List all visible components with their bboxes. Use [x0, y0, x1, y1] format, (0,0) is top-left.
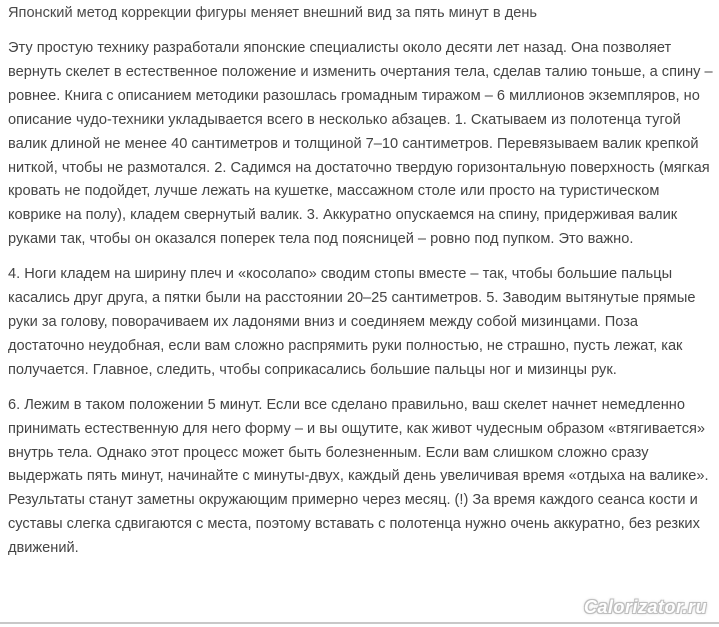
- footer-divider: [0, 622, 719, 624]
- article-paragraph-2: 4. Ноги кладем на ширину плеч и «косолапо» сводим стопы вместе – так, чтобы большие пальцы касались друг друга, а пятки были на расстоянии 20–25 сантиметров. 5. Заводим вытянутые прямые руки за голову, поворачиваем их ладонями вниз и соединяем между собой мизинцами. Поза достаточно неудобная, если вам сложно распрямить руки полностью, не страшно, пусть лежат, как получается. Главное, следить, чтобы соприкасались большие пальцы ног и мизинцы рук.: [8, 266, 696, 378]
- article-paragraph-3: 6. Лежим в таком положении 5 минут. Если все сделано правильно, ваш скелет начнет немедленно принимать естественную для него форму – и вы ощутите, как живот чудесным образом «втягивается» внутрь тела. Однако этот процесс может быть болезненным. Если вам слишком сложно сразу выдержать пять минут, начинайте с минуты-двух, каждый день увеличивая время «отдыха на валике». Результаты станут заметны окружающим примерно через месяц. (!) За время каждого сеанса кости и суставы слегка сдвигаются с места, поэтому вставать с полотенца нужно очень аккуратно, без резких движений.: [8, 396, 709, 557]
- article-paragraph-1: Эту простую технику разработали японские специалисты около десяти лет назад. Она позволяет вернуть скелет в естественное положение и изменить очертания тела, сделав талию тоньше, а спину – ровнее. Книга с описанием методики разошлась громадным тиражом – 6 миллионов экземпляров, но описание чудо-техники укладывается всего в несколько абзацев. 1. Скатываем из полотенца тугой валик длиной не менее 40 сантиметров и толщиной 7–10 сантиметров. Перевязываем валик крепкой ниткой, чтобы не размотался. 2. Садимся на достаточно твердую горизонтальную поверхность (мягкая кровать не подойдет, лучше лежать на кушетке, массажном столе или просто на туристическом коврике на полу), кладем свернутый валик. 3. Аккуратно опускаемся на спину, придерживая валик руками так, чтобы он оказался поперек тела под поясницей – ровно под пупком. Это важно.: [8, 40, 713, 248]
- article-body: [8, 37, 714, 572]
- site-watermark: Calorizator.ru: [583, 597, 707, 617]
- article-title: Японский метод коррекции фигуры меняет внешний вид за пять минут в день: [8, 5, 538, 21]
